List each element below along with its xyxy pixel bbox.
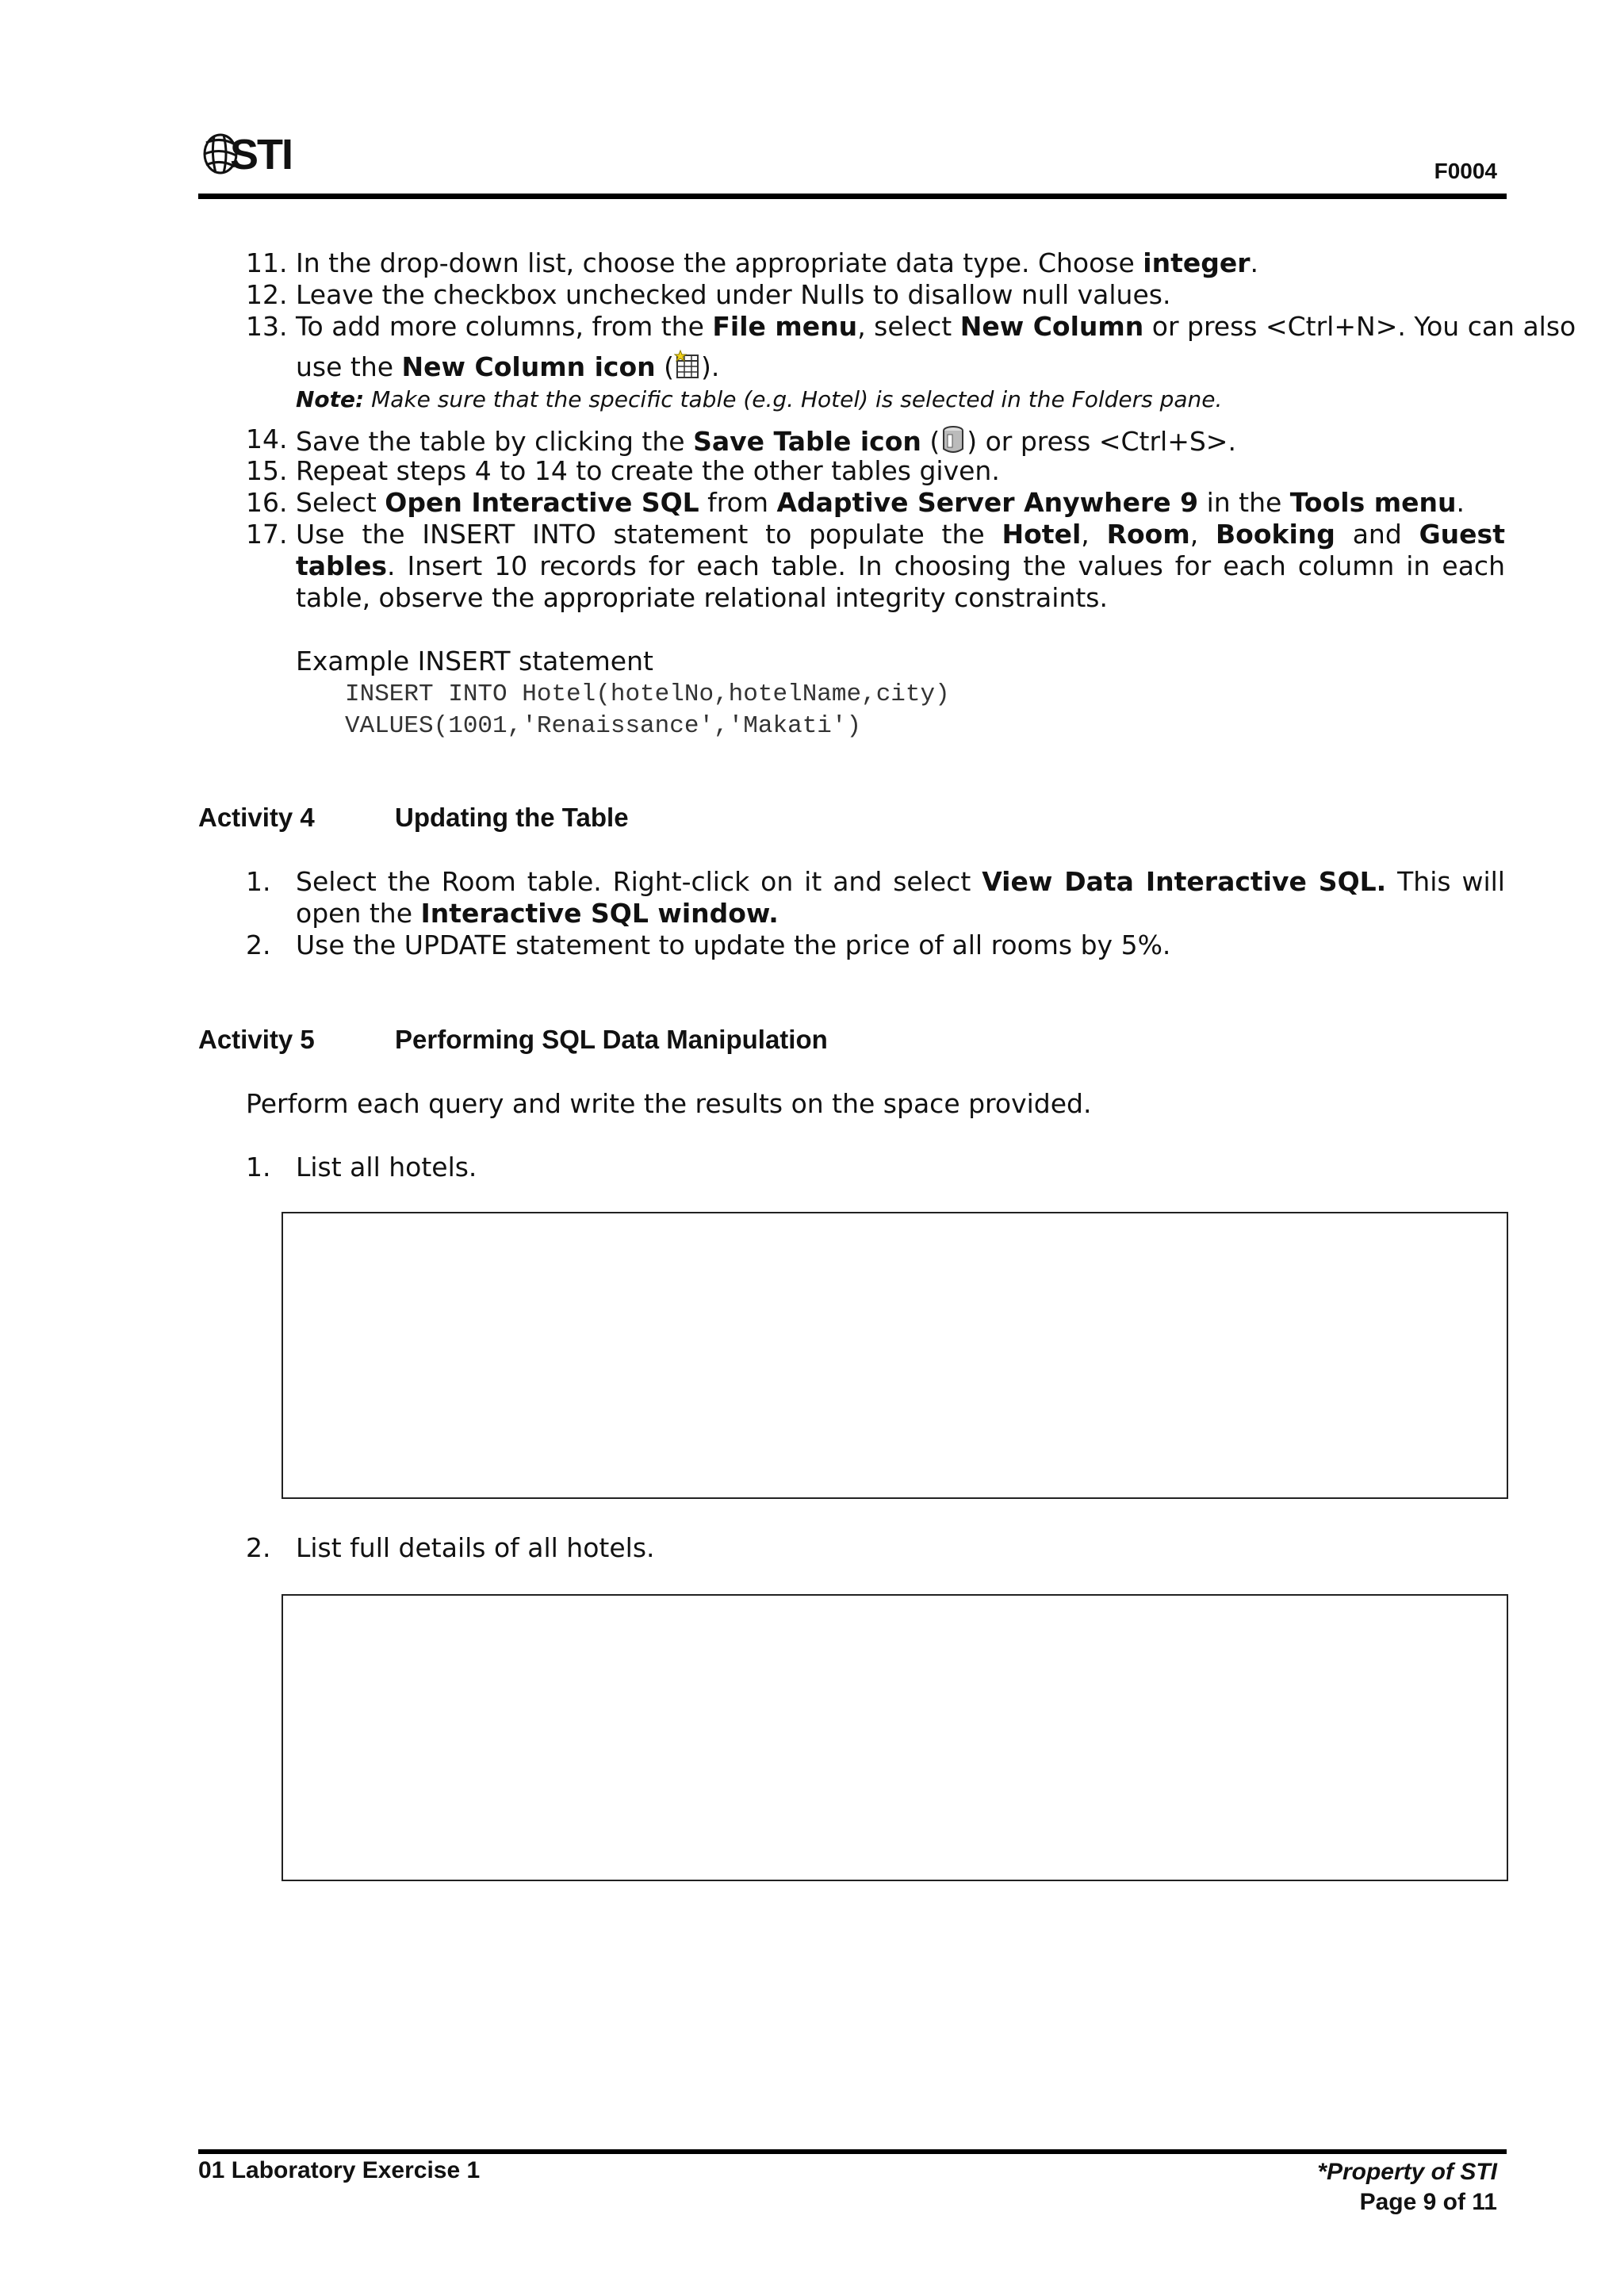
step-12: Leave the checkbox unchecked under Nulls to disallow null values. (296, 279, 1171, 310)
page-number: Page 9 of 11 (1359, 2189, 1497, 2215)
step-number: 2. (246, 930, 271, 960)
code-line: VALUES(1001,'Renaissance','Makati') (345, 712, 862, 740)
property-notice: *Property of STI (1317, 2159, 1497, 2185)
step-13: To add more columns, from the File menu, select New Column or press <Ctrl+N>. You can also (296, 311, 1576, 342)
note: Note: Make sure that the specific table (e.g. Hotel) is selected in the Folders pane. (296, 386, 1223, 412)
step-number: 11. (246, 247, 288, 278)
code-line: INSERT INTO Hotel(hotelNo,hotelName,city) (345, 680, 950, 708)
answer-box-2[interactable] (282, 1594, 1508, 1881)
step-number: 13. (246, 311, 288, 342)
step-11: In the drop-down list, choose the appropriate data type. Choose integer. (296, 247, 1259, 278)
logo-text: STI (230, 131, 293, 178)
activity-4-step-2: Use the UPDATE statement to update the price of all rooms by 5%. (296, 930, 1171, 960)
document-code: F0004 (1434, 159, 1497, 183)
step-number: 16. (246, 487, 288, 518)
step-13-continued: use the New Column icon ( ). (296, 349, 1505, 383)
footer-meta (1317, 2157, 1497, 2217)
header-rule (198, 194, 1507, 199)
footer-title: 01 Laboratory Exercise 1 (198, 2157, 481, 2183)
step-16: Select Open Interactive SQL from Adaptive Server Anywhere 9 in the Tools menu. (296, 487, 1465, 518)
step-number: 17. (246, 519, 288, 550)
footer-rule (198, 2149, 1507, 2154)
question-number: 1. (246, 1152, 271, 1182)
question-number: 2. (246, 1532, 271, 1563)
activity-5-intro: Perform each query and write the results on the space provided. (246, 1088, 1092, 1119)
new-column-icon (674, 349, 701, 381)
activity-4-title: Updating the Table (395, 803, 629, 832)
activity-5-title: Performing SQL Data Manipulation (395, 1025, 828, 1054)
step-number: 14. (246, 424, 288, 454)
step-14: Save the table by clicking the Save Table icon ( ) or press <Ctrl+S>. (296, 424, 1505, 458)
sti-logo (198, 127, 293, 179)
activity-4-label: Activity 4 (198, 803, 315, 832)
question-1: List all hotels. (296, 1152, 477, 1182)
step-17: Use the INSERT INTO statement to populate the Hotel, Room, Booking and Guest tables. Insert 10 records for each table. In choosing the values for each column in each table, observe the appropriate relational integrity constraints. (296, 519, 1505, 613)
step-number: 1. (246, 866, 271, 897)
example-heading: Example INSERT statement (296, 646, 653, 677)
activity-5-label: Activity 5 (198, 1025, 315, 1054)
answer-box-1[interactable] (282, 1212, 1508, 1499)
step-number: 12. (246, 279, 288, 310)
question-2: List full details of all hotels. (296, 1532, 655, 1563)
save-table-icon (940, 424, 967, 455)
activity-4-step-1: Select the Room table. Right-click on it and select View Data Interactive SQL. This will open the Interactive SQL window. (296, 866, 1505, 929)
step-15: Repeat steps 4 to 14 to create the other tables given. (296, 455, 1000, 486)
step-number: 15. (246, 455, 288, 486)
